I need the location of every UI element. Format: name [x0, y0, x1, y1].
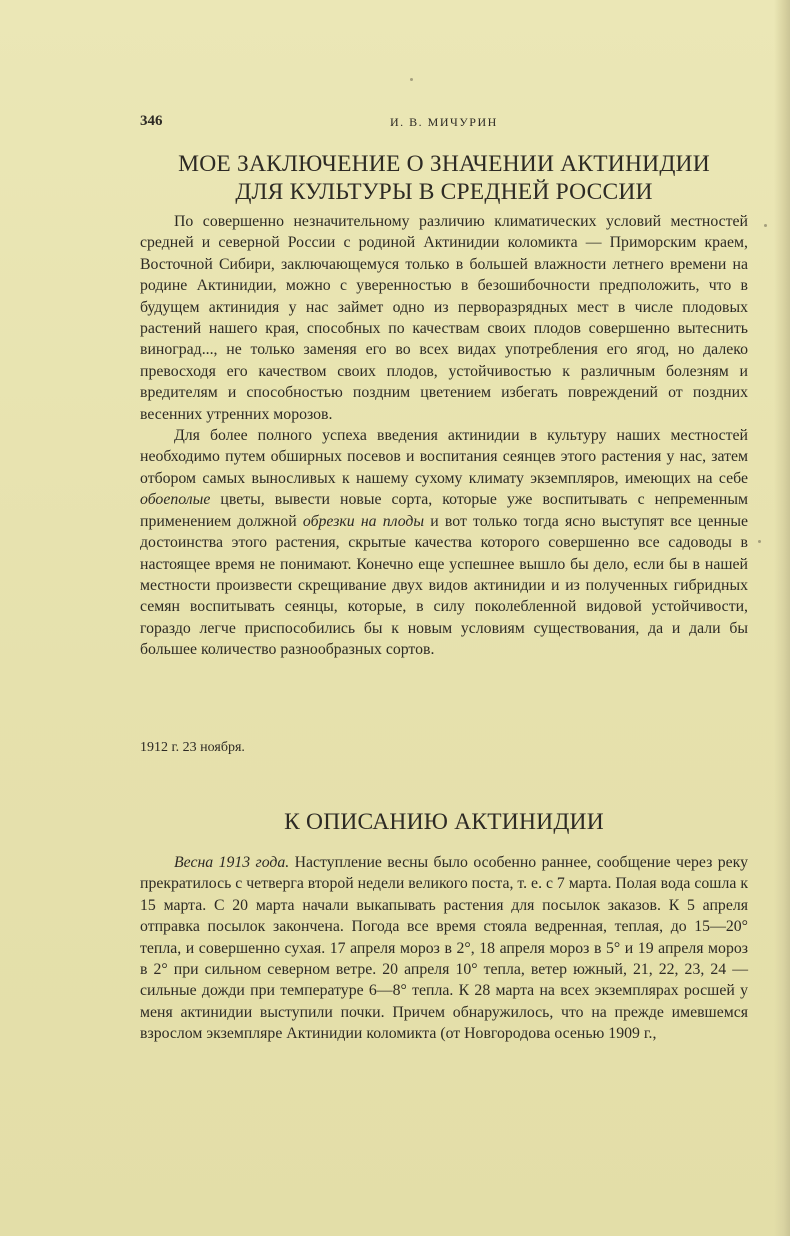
section1-title [140, 150, 748, 206]
section2-paragraph-1 [140, 852, 748, 1045]
running-author: И. В. МИЧУРИН [390, 115, 498, 129]
paragraph2-emphasis-bisexual: обоеполые [140, 491, 211, 509]
section1-body [140, 211, 748, 661]
paragraph2-emphasis-pruning: обрезки на плоды [302, 512, 425, 530]
paragraph2-text-a: Для более полного успеха введения актинидии в культуру наших местностей необходимо путем обширных посевов и воспитания сеянцев этого растения у нас, затем отбором самых выносливых к нашему сухому климату экземпляров, имеющих на себе [140, 427, 748, 487]
section1-title-line1: МОЕ ЗАКЛЮЧЕНИЕ О ЗНАЧЕНИИ АКТИНИДИИ [178, 151, 710, 177]
section1-title-line2: ДЛЯ КУЛЬТУРЫ В СРЕДНЕЙ РОССИИ [235, 179, 653, 205]
running-header [140, 113, 750, 133]
section2-paragraph-1-text: Наступление весны было особенно раннее, сообщение через реку прекратилось с четверга второй недели великого поста, т. е. с 7 марта. Полая вода сошла к 15 марта. С 20 марта начали выкапывать растения для посылок заказов. К 5 апреля отправка посылок закончена. Погода все время стояла ведренная, теплая, до 15—20° тепла, и совершенно сухая. 17 апреля мороз в 2°, 18 апреля мороз в 5° и 19 апреля мороз в 2° при сильном северном ветре. 20 апреля 10° тепла, ветер южный, 21, 22, 23, 24 — сильные дожди при температуре 6—8° тепла. К 28 марта на всех экземплярах росшей у меня актинидии выступили почки. Причем обнаружилось, что на прежде имевшемся взрослом экземпляре Актинидии коломикта (от Новгородова осенью 1909 г., [140, 854, 748, 1043]
section1-date: 1912 г. 23 ноября. [140, 740, 245, 755]
paper-speck [410, 78, 413, 81]
section1-paragraph-1: По совершенно незначительному различию климатических условий местностей средней и северной России с родиной Актинидии коломикта — Приморским краем, Восточной Сибири, заключающемуся только в большей влажности летнего времени на родине Актинидии, можно с уверенностью в безошибочности предположить, что в будущем актинидия у нас займет одно из перворазрядных мест в числе плодовых растений нашего края, способных по качествам своих плодов совершенно вытеснить виноград..., не только заменяя его во всех видах употребления его ягод, но далеко превосходя его качеством своих плодов, устойчивостью к различным болезням и вредителям и способностью поздним цветением избегать повреждений от поздних весенних утренних морозов. [140, 213, 748, 423]
paper-speck [764, 224, 767, 227]
section2-title: К ОПИСАНИЮ АКТИНИДИИ [284, 809, 604, 835]
page-edge-shadow [774, 0, 790, 1236]
spring-1913-emphasis: Весна 1913 года. [174, 854, 290, 871]
paper-speck [758, 540, 761, 543]
paragraph2-text-c: и вот только тогда ясно выступят все ценные достоинства этого растения, скрытые качества которого совершенно все садоводы в настоящее время не понимают. Конечно еще успешнее вышло бы дело, если бы в нашей местности произвести скрещивание двух видов актинидии и из полученных гибридных семян воспитывать сеянцы, которые, в силу поколебленной видовой устойчивости, гораздо легче приспособились бы к новым условиям существования, да и дали бы большее количество разнообразных сортов. [140, 512, 748, 659]
paragraph2-text-b: цветы, вывести новые сорта, которые уже воспитывать с непременным применением должной [140, 491, 748, 530]
section1-paragraph-2 [140, 425, 748, 660]
page-number: 346 [140, 113, 163, 129]
section2-body [140, 852, 748, 1045]
